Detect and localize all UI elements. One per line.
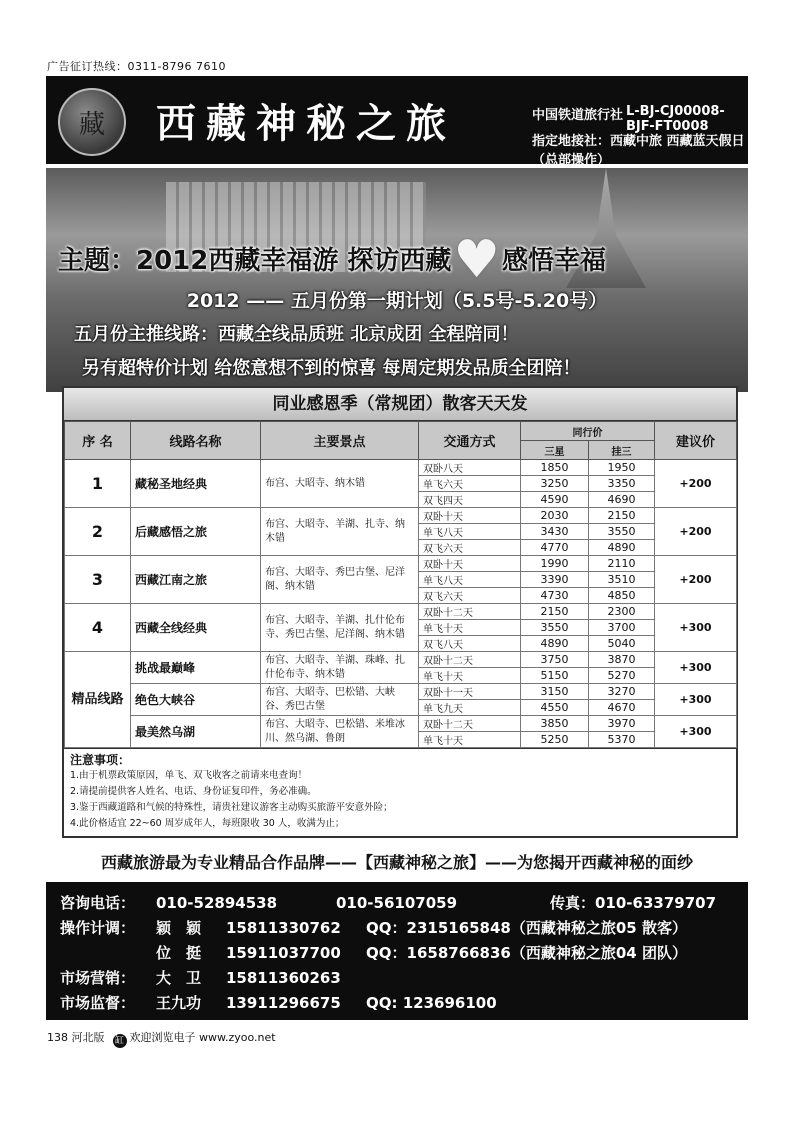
price-three-star: 4590 xyxy=(521,492,589,508)
note-item: 4.此价格适宜 22~60 周岁成年人，每班限收 30 人，收满为止； xyxy=(70,818,345,829)
theme-headline xyxy=(58,230,748,290)
route-name: 西藏全线经典 xyxy=(131,604,261,652)
transport-cell: 单飞十天 xyxy=(419,620,521,636)
transport-cell: 双卧十天 xyxy=(419,556,521,572)
advice-price: +300 xyxy=(655,604,737,652)
ops-label: 操作计调： xyxy=(60,919,136,937)
ops-name-1: 颖 颖 xyxy=(156,919,202,937)
price-three-star: 3750 xyxy=(521,652,589,668)
price-hang-three: 3510 xyxy=(589,572,655,588)
price-three-star: 4550 xyxy=(521,700,589,716)
route-index: 1 xyxy=(65,460,131,508)
header-route: 线路名称 xyxy=(131,422,261,460)
supervise-qq: QQ: 123696100 xyxy=(366,994,497,1012)
price-three-star: 4770 xyxy=(521,540,589,556)
price-three-star: 2030 xyxy=(521,508,589,524)
table-row xyxy=(65,604,737,620)
price-three-star: 3850 xyxy=(521,716,589,732)
logo-seal-icon: 藏 xyxy=(78,110,105,140)
price-table xyxy=(64,421,737,748)
price-hang-three: 2300 xyxy=(589,604,655,620)
heart-icon: ♥ xyxy=(453,230,501,290)
table-row xyxy=(65,460,737,476)
advice-price: +200 xyxy=(655,508,737,556)
plan-period: 2012 —— 五月份第一期计划（5.5号-5.20号） xyxy=(186,290,608,312)
transport-cell: 单飞八天 xyxy=(419,524,521,540)
notes-section xyxy=(64,748,736,836)
supervise-label: 市场监督： xyxy=(60,994,136,1012)
page-footer xyxy=(47,1029,276,1048)
header-index: 序 名 xyxy=(65,422,131,460)
sales-name: 大 卫 xyxy=(156,969,202,987)
brand-title: 西藏神秘之旅 xyxy=(156,101,456,147)
transport-cell: 双卧八天 xyxy=(419,460,521,476)
sales-line xyxy=(60,967,366,988)
transport-cell: 双卧十二天 xyxy=(419,604,521,620)
table-row xyxy=(65,684,737,700)
header-advice-price: 建议价 xyxy=(655,422,737,460)
price-hang-three: 3550 xyxy=(589,524,655,540)
advice-price: +200 xyxy=(655,556,737,604)
agency-name: 中国铁道旅行社 xyxy=(532,108,624,123)
note-item: 3.鉴于西藏道路和气候的特殊性，请贵社建议游客主动购买旅游平安意外险； xyxy=(70,802,393,813)
route-spots: 布宫、大昭寺、巴松错、米堆冰川、然乌湖、鲁朗 xyxy=(261,716,419,748)
ops-name-2: 位 挺 xyxy=(156,944,202,962)
table-row xyxy=(65,652,737,668)
supervise-name: 王九功 xyxy=(156,994,202,1012)
price-hang-three: 3350 xyxy=(589,476,655,492)
route-name: 挑战最巅峰 xyxy=(131,652,261,684)
transport-cell: 单飞九天 xyxy=(419,700,521,716)
transport-cell: 双卧十二天 xyxy=(419,716,521,732)
price-hang-three: 4670 xyxy=(589,700,655,716)
price-hang-three: 2110 xyxy=(589,556,655,572)
price-hang-three: 4850 xyxy=(589,588,655,604)
price-three-star: 5150 xyxy=(521,668,589,684)
transport-cell: 双飞八天 xyxy=(419,636,521,652)
featured-route: 五月份主推线路：西藏全线品质班 北京成团 全程陪同！ xyxy=(74,324,519,345)
route-spots: 布宫、大昭寺、纳木错 xyxy=(261,460,419,508)
header-hang-three: 挂三 xyxy=(589,441,655,460)
price-hang-three: 3270 xyxy=(589,684,655,700)
special-offer: 另有超特价计划 给您意想不到的惊喜 每周定期发品质全团陪！ xyxy=(82,358,581,379)
route-index: 2 xyxy=(65,508,131,556)
route-name: 后藏感悟之旅 xyxy=(131,508,261,556)
price-three-star: 3430 xyxy=(521,524,589,540)
transport-cell: 单飞八天 xyxy=(419,572,521,588)
transport-cell: 双卧十一天 xyxy=(419,684,521,700)
price-three-star: 3550 xyxy=(521,620,589,636)
contact-panel xyxy=(46,882,748,1020)
route-name: 绝色大峡谷 xyxy=(131,684,261,716)
price-three-star: 1990 xyxy=(521,556,589,572)
notes-title: 注意事项： xyxy=(70,753,131,767)
supervise-line xyxy=(60,992,497,1013)
header-transport: 交通方式 xyxy=(419,422,521,460)
price-hang-three: 2150 xyxy=(589,508,655,524)
supervise-phone: 13911296675 xyxy=(226,994,341,1012)
price-hang-three: 5040 xyxy=(589,636,655,652)
consult-phone-2: 010-56107059 xyxy=(336,894,458,912)
price-three-star: 2150 xyxy=(521,604,589,620)
consult-label: 咨询电话： xyxy=(60,894,136,912)
price-three-star: 1850 xyxy=(521,460,589,476)
price-hang-three: 5270 xyxy=(589,668,655,684)
price-three-star: 4890 xyxy=(521,636,589,652)
advice-price: +300 xyxy=(655,684,737,716)
ops-qq-1: QQ：2315165848（西藏神秘之旅05 散客） xyxy=(366,919,687,937)
price-three-star: 3250 xyxy=(521,476,589,492)
price-three-star: 4730 xyxy=(521,588,589,604)
price-three-star: 3390 xyxy=(521,572,589,588)
price-hang-three: 3700 xyxy=(589,620,655,636)
route-name: 藏秘圣地经典 xyxy=(131,460,261,508)
price-three-star: 5250 xyxy=(521,732,589,748)
header-peer-price: 同行价 xyxy=(521,422,655,441)
route-name: 西藏江南之旅 xyxy=(131,556,261,604)
ground-agency: 指定地接社：西藏中旅 西藏蓝天假日（总部操作） xyxy=(532,134,745,168)
site-link[interactable]: 欢迎浏览电子 www.zyoo.net xyxy=(129,1031,276,1044)
ops-line-2 xyxy=(60,942,687,963)
route-index: 3 xyxy=(65,556,131,604)
hero-banner xyxy=(46,168,748,392)
note-item: 1.由于机票政策原因，单飞、双飞收客之前请来电查询！ xyxy=(70,770,308,781)
price-hang-three: 3970 xyxy=(589,716,655,732)
license-number: L-BJ-CJ00008-BJF-FT0008 xyxy=(626,104,725,134)
header-banner xyxy=(46,76,748,168)
page-number: 138 河北版 xyxy=(47,1031,105,1044)
route-spots: 布宫、大昭寺、巴松错、大峡谷、秀巴古堡 xyxy=(261,684,419,716)
transport-cell: 双卧十二天 xyxy=(419,652,521,668)
advice-price: +300 xyxy=(655,652,737,684)
price-hang-three: 3870 xyxy=(589,652,655,668)
route-index: 4 xyxy=(65,604,131,652)
price-hang-three: 5370 xyxy=(589,732,655,748)
advice-price: +300 xyxy=(655,716,737,748)
note-item: 2.请提前提供客人姓名、电话、身份证复印件，务必准确。 xyxy=(70,786,317,797)
route-spots: 布宫、大昭寺、羊湖、扎什伦布寺、秀巴古堡、尼洋阁、纳木错 xyxy=(261,604,419,652)
transport-cell: 双飞四天 xyxy=(419,492,521,508)
premium-label: 精品线路 xyxy=(65,652,131,748)
transport-cell: 双飞六天 xyxy=(419,588,521,604)
route-spots: 布宫、大昭寺、羊湖、珠峰、扎什伦布寺、纳木错 xyxy=(261,652,419,684)
header-spots: 主要景点 xyxy=(261,422,419,460)
ops-phone-1: 15811330762 xyxy=(226,919,341,937)
ad-hotline: 广告征订热线：0311-8796 7610 xyxy=(47,60,226,73)
route-spots: 布宫、大昭寺、羊湖、扎寺、纳木错 xyxy=(261,508,419,556)
table-title: 同业感恩季（常规团）散客天天发 xyxy=(64,388,736,421)
sales-phone: 15811360263 xyxy=(226,969,341,987)
price-table-panel xyxy=(62,386,738,838)
transport-cell: 单飞十天 xyxy=(419,668,521,684)
brand-logo xyxy=(58,88,126,156)
site-logo-icon: 缸 xyxy=(113,1034,127,1048)
price-hang-three: 1950 xyxy=(589,460,655,476)
ops-qq-2: QQ：1658766836（西藏神秘之旅04 团队） xyxy=(366,944,687,962)
ops-line-1 xyxy=(60,917,687,938)
header-three-star: 三星 xyxy=(521,441,589,460)
table-row xyxy=(65,556,737,572)
consult-line xyxy=(60,892,457,913)
transport-cell: 单飞十天 xyxy=(419,732,521,748)
brand-slogan: 西藏旅游最为专业精品合作品牌——【西藏神秘之旅】——为您揭开西藏神秘的面纱 xyxy=(100,853,693,872)
theme-prefix: 主题：2012西藏幸福游 探访西藏 xyxy=(58,246,452,276)
transport-cell: 单飞六天 xyxy=(419,476,521,492)
price-three-star: 3150 xyxy=(521,684,589,700)
sales-label: 市场营销： xyxy=(60,969,136,987)
transport-cell: 双飞六天 xyxy=(419,540,521,556)
advice-price: +200 xyxy=(655,460,737,508)
consult-phone-1: 010-52894538 xyxy=(156,894,278,912)
fax-number: 传真：010-63379707 xyxy=(550,894,717,912)
table-row xyxy=(65,508,737,524)
price-hang-three: 4890 xyxy=(589,540,655,556)
theme-suffix: 感悟幸福 xyxy=(502,246,607,276)
route-spots: 布宫、大昭寺、秀巴古堡、尼洋阁、纳木错 xyxy=(261,556,419,604)
price-hang-three: 4690 xyxy=(589,492,655,508)
ops-phone-2: 15911037700 xyxy=(226,944,341,962)
route-name: 最美然乌湖 xyxy=(131,716,261,748)
transport-cell: 双卧十天 xyxy=(419,508,521,524)
table-row xyxy=(65,716,737,732)
